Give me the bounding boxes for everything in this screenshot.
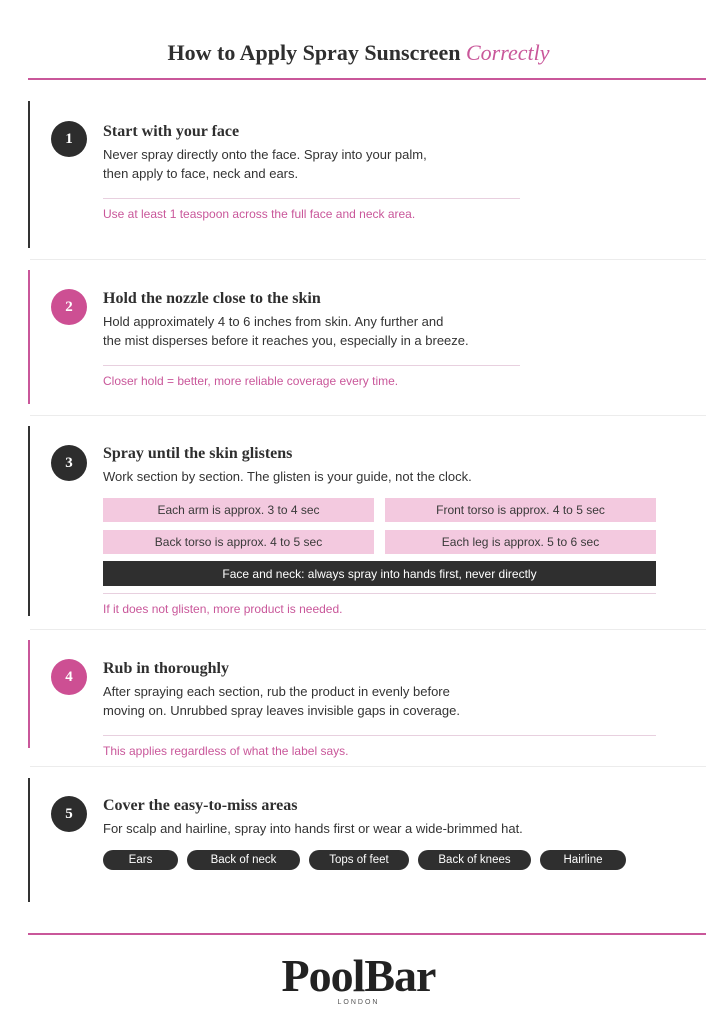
step-4-note: This applies regardless of what the label says. (103, 744, 349, 758)
step-3-divider (103, 593, 656, 594)
step-3-note: If it does not glisten, more product is needed. (103, 602, 343, 616)
step-2-content (103, 289, 520, 388)
area-pill-back-of-neck: Back of neck (187, 850, 300, 870)
area-pill-hairline: Hairline (540, 850, 626, 870)
face-neck-warning: Face and neck: always spray into hands first, never directly (103, 561, 656, 586)
step-4-number: 4 (51, 659, 87, 695)
step-4-divider (103, 735, 656, 736)
timing-back-torso: Back torso is approx. 4 to 5 sec (103, 530, 374, 554)
area-pill-back-of-knees: Back of knees (418, 850, 531, 870)
step-1 (28, 101, 706, 248)
timing-arm: Each arm is approx. 3 to 4 sec (103, 498, 374, 522)
step-2-number: 2 (51, 289, 87, 325)
separator-2 (28, 415, 706, 416)
area-pills (103, 850, 686, 870)
separator-3 (28, 629, 706, 630)
step-1-divider (103, 198, 520, 199)
top-rule (28, 78, 706, 80)
area-pill-ears: Ears (103, 850, 178, 870)
step-3-body: Work section by section. The glisten is your guide, not the clock. (103, 469, 472, 484)
step-5-number: 5 (51, 796, 87, 832)
step-3-title: Spray until the skin glistens (103, 445, 293, 462)
step-5-bar (28, 778, 30, 902)
step-2-bar (28, 270, 30, 404)
step-3 (28, 426, 706, 616)
step-5-content (103, 796, 686, 870)
step-1-number: 1 (51, 121, 87, 157)
step-3-number: 3 (51, 445, 87, 481)
step-4 (28, 640, 706, 758)
step-1-note: Use at least 1 teaspoon across the full face and neck area. (103, 207, 416, 221)
area-pill-tops-of-feet: Tops of feet (309, 850, 409, 870)
separator-1 (28, 259, 706, 260)
step-1-body: Never spray directly onto the face. Spray into your palm, then apply to face, neck and ears. (103, 147, 427, 181)
page-title (0, 40, 717, 66)
step-2-body: Hold approximately 4 to 6 inches from skin. Any further and the mist disperses before it reaches you, especially in a breeze. (103, 314, 469, 348)
timing-grid (103, 498, 656, 587)
step-4-content (103, 659, 656, 758)
title-accent: Correctly (465, 40, 550, 65)
step-4-body: After spraying each section, rub the product in evenly before moving on. Unrubbed spray leaves invisible gaps in coverage. (103, 684, 460, 718)
step-1-bar (28, 101, 30, 248)
step-2-title: Hold the nozzle close to the skin (103, 290, 321, 307)
timing-front-torso: Front torso is approx. 4 to 5 sec (385, 498, 656, 522)
step-3-content (103, 444, 656, 616)
step-5-body: For scalp and hairline, spray into hands first or wear a wide-brimmed hat. (103, 821, 523, 836)
brand-logo: PoolBar (281, 950, 436, 1001)
title-main: How to Apply Spray Sunscreen (167, 40, 461, 65)
timing-leg: Each leg is approx. 5 to 6 sec (385, 530, 656, 554)
step-2 (28, 270, 706, 404)
step-1-title: Start with your face (103, 123, 240, 140)
step-5-title: Cover the easy-to-miss areas (103, 797, 298, 814)
brand-logo-sub: LONDON (337, 999, 380, 1006)
step-5 (28, 778, 706, 902)
step-3-bar (28, 426, 30, 616)
step-4-bar (28, 640, 30, 748)
bottom-rule (28, 933, 706, 935)
step-4-title: Rub in thoroughly (103, 660, 229, 677)
separator-4 (28, 766, 706, 767)
step-2-note: Closer hold = better, more reliable coverage every time. (103, 374, 399, 388)
step-2-divider (103, 365, 520, 366)
step-1-content (103, 122, 520, 221)
